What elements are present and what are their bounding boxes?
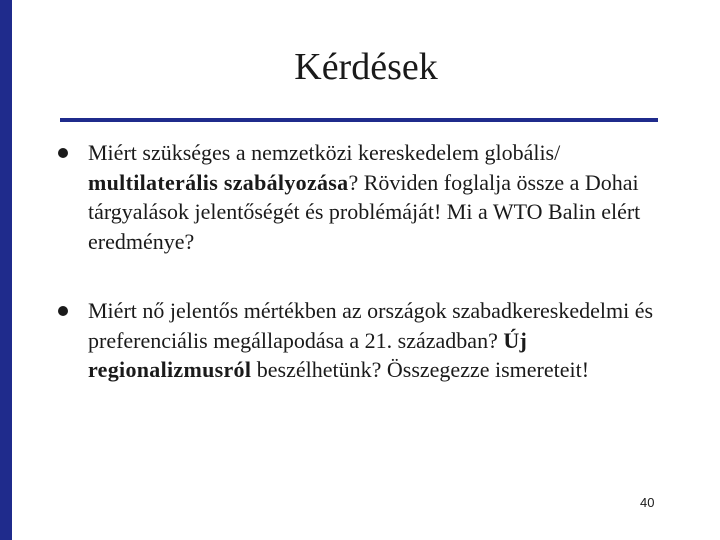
question-text-1-start: Miért szükséges a nemzetközi kereskedelem globális/	[88, 140, 561, 165]
question-text-1-end: ? Röviden foglalja össze a Dohai tárgyalások jelentőségét és problémáját! Mi a WTO Balin elért eredménye?	[88, 169, 641, 254]
question-item-1	[58, 138, 678, 256]
title-divider	[60, 118, 658, 122]
bullet-icon	[58, 148, 68, 158]
page-number: 40	[640, 495, 655, 510]
question-list	[58, 138, 678, 425]
left-accent-bar	[0, 0, 12, 540]
slide-title: Kérdések	[294, 46, 438, 88]
question-emphasis-1: multilaterális szabályozása	[88, 169, 349, 195]
question-text-2	[88, 298, 653, 382]
bullet-icon	[58, 306, 68, 316]
question-text-1	[88, 140, 640, 254]
question-text-2-start: Miért nő jelentős mértékben az országok szabadkereskedelmi és preferenciális megállapodása a 21. században?	[88, 298, 654, 353]
question-emphasis-2: Új regionalizmusról	[88, 327, 528, 382]
question-text-2-end: beszélhetünk? Összegezze ismereteit!	[251, 357, 590, 382]
question-item-2	[58, 296, 678, 385]
